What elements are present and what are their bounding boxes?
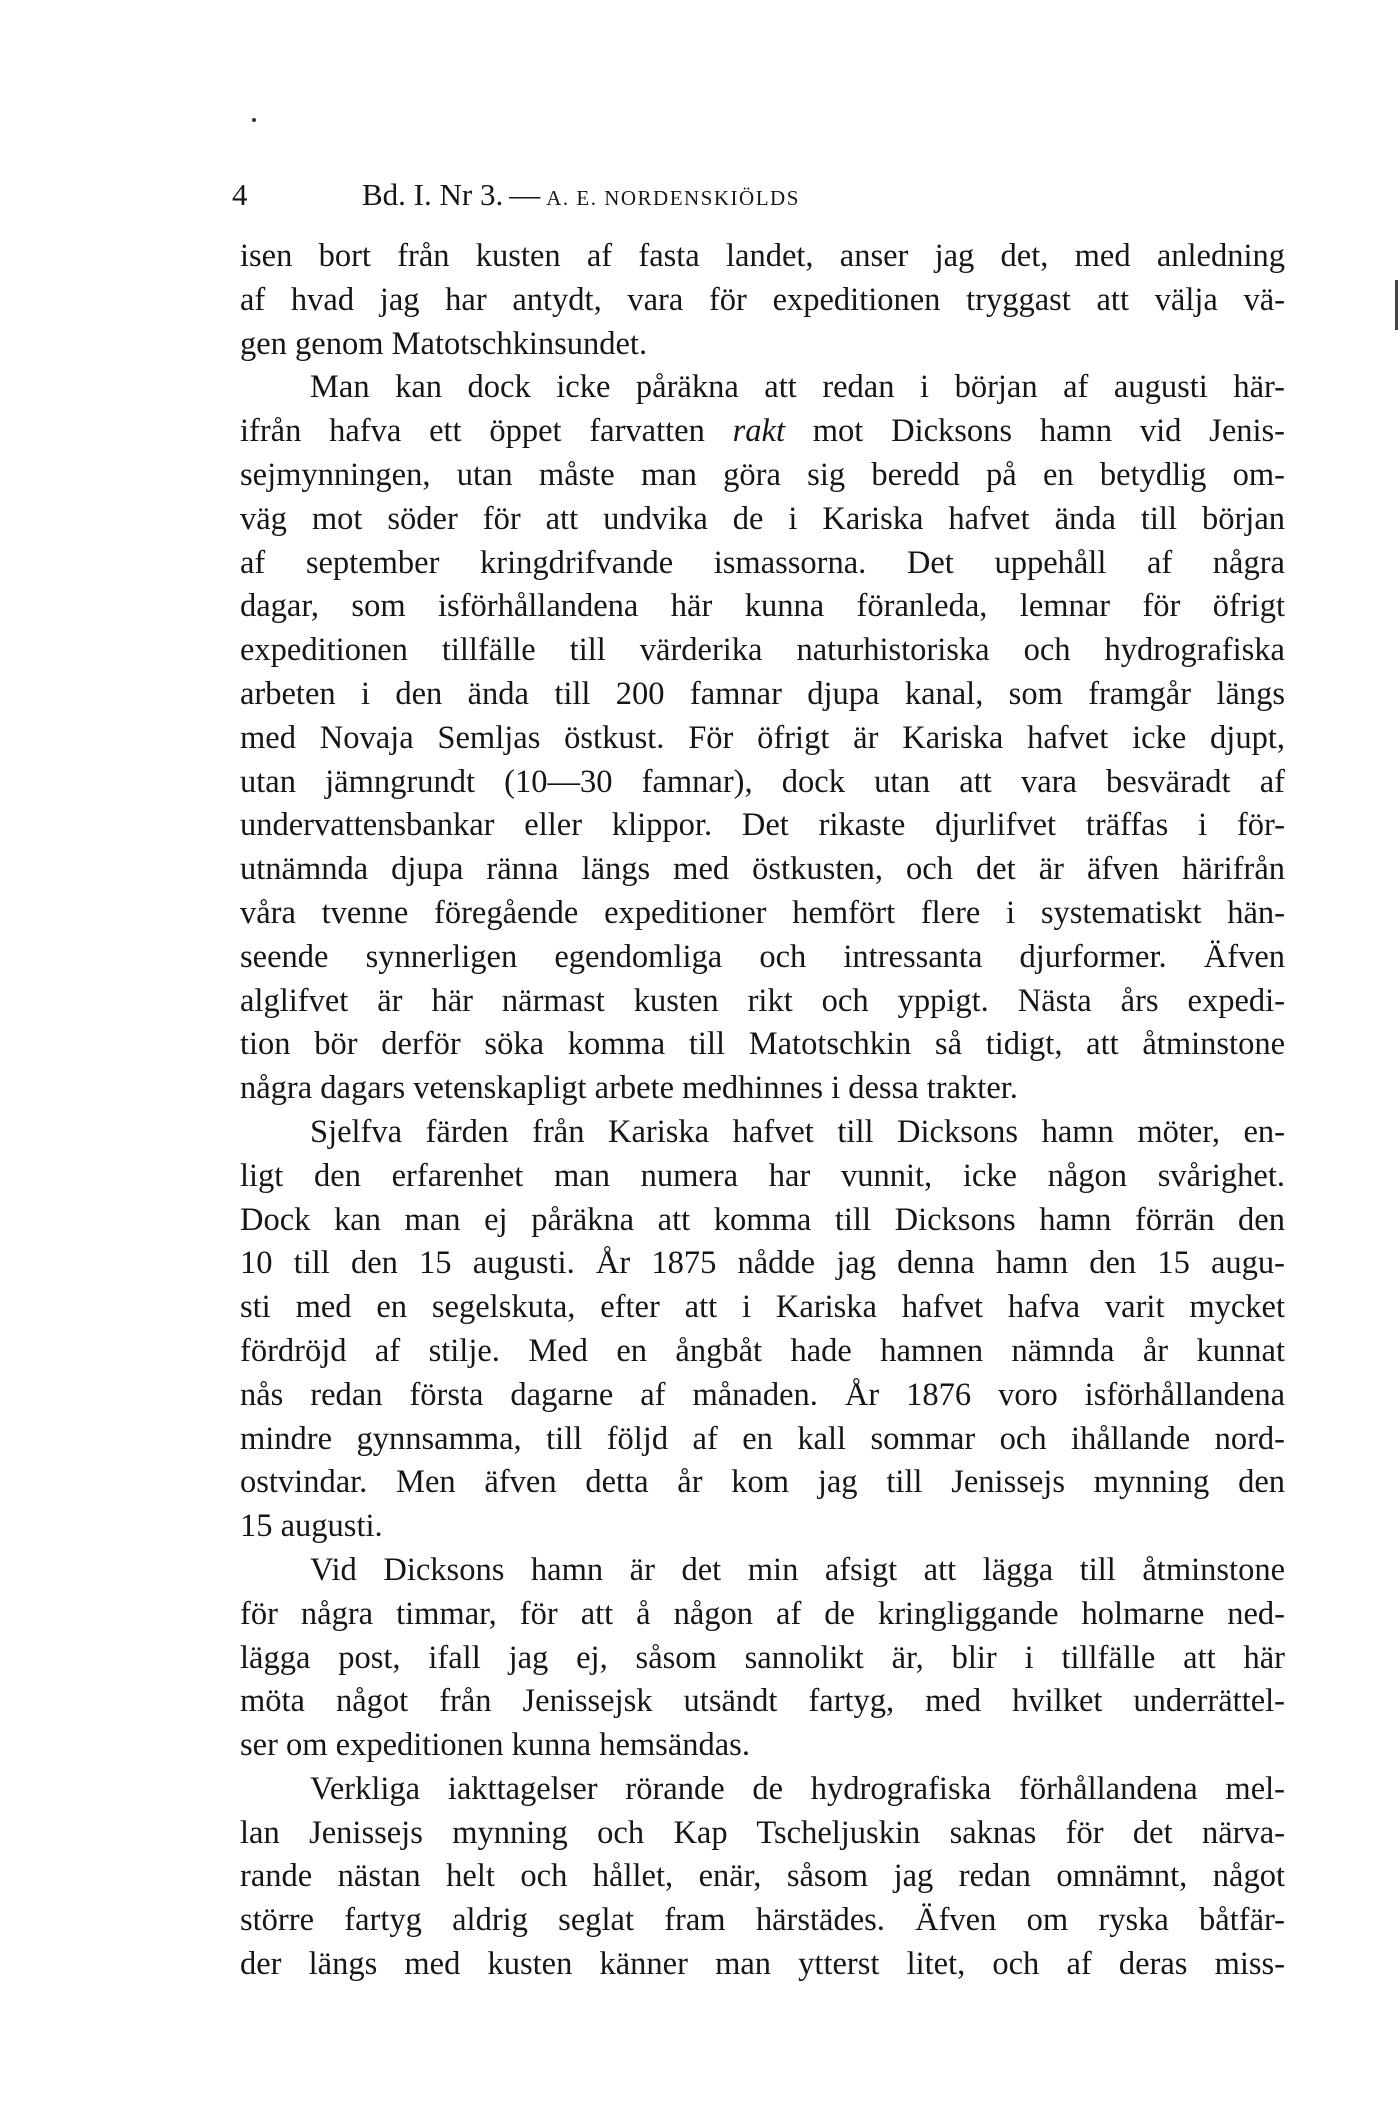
text-line: rande nästan helt och hållet, enär, såsom jag redan omnämnt, något [240, 1858, 1285, 1895]
text-segment: ifrån hafva ett öppet farvatten [240, 413, 733, 450]
print-speck [252, 118, 256, 122]
text-segment: mot Dicksons hamn vid Jenis- [784, 413, 1285, 450]
text-line: möta något från Jenissejsk utsändt fartyg, med hvilket underrättel- [240, 1683, 1285, 1720]
text-line: af september kringdrifvande ismassorna. Det uppehåll af några [240, 544, 1285, 581]
italic-emphasis: rakt [732, 413, 785, 450]
text-line: ser om expeditionen kunna hemsändas. [240, 1727, 750, 1764]
text-line: större fartyg aldrig seglat fram härstädes. Äfven om ryska båtfär- [240, 1902, 1285, 1939]
text-line: alglifvet är här närmast kusten rikt och yppigt. Nästa års expedi- [240, 982, 1285, 1019]
series-reference [362, 170, 800, 223]
text-line: utan jämngrundt (10—30 famnar), dock utan att vara besväradt af [240, 763, 1285, 800]
text-line: ligt den erfarenhet man numera har vunnit, icke någon svårighet. [240, 1157, 1285, 1194]
text-line: sejmynningen, utan måste man göra sig beredd på en betydlig om- [240, 456, 1285, 493]
text-line: Verkliga iakttagelser rörande de hydrografiska förhållandena mel- [310, 1770, 1285, 1807]
text-line: våra tvenne föregående expeditioner hemfört flere i systematiskt hän- [240, 894, 1285, 931]
text-line: sti med en segelskuta, efter att i Kariska hafvet hafva varit mycket [240, 1289, 1285, 1326]
text-line: seende synnerligen egendomliga och intressanta djurformer. Äfven [240, 938, 1285, 975]
text-line: Sjelfva färden från Kariska hafvet till Dicksons hamn möter, en- [310, 1113, 1285, 1150]
text-line: några dagars vetenskapligt arbete medhinnes i dessa trakter. [240, 1070, 1018, 1107]
text-line: utnämnda djupa ränna längs med östkusten, och det är äfven härifrån [240, 851, 1285, 888]
text-line: 15 augusti. [240, 1508, 383, 1545]
text-line: för några timmar, för att å någon af de kringliggande holmarne ned- [240, 1595, 1285, 1632]
text-line: fördröjd af stilje. Med en ångbåt hade hamnen nämnda år kunnat [240, 1332, 1285, 1369]
text-line: der längs med kusten känner man ytterst litet, och af deras miss- [240, 1946, 1285, 1983]
text-line: Dock kan man ej påräkna att komma till Dicksons hamn förrän den [240, 1201, 1285, 1238]
text-line: med Novaja Semljas östkust. För öfrigt är Kariska hafvet icke djupt, [240, 719, 1285, 756]
text-line: lägga post, ifall jag ej, såsom sannolikt är, blir i tillfälle att här [240, 1639, 1285, 1676]
text-line: ostvindar. Men äfven detta år kom jag till Jenissejs mynning den [240, 1464, 1285, 1501]
text-line: 10 till den 15 augusti. År 1875 nådde jag denna hamn den 15 augu- [240, 1245, 1285, 1282]
text-line: af hvad jag har antydt, vara för expeditionen tryggast att välja vä- [240, 281, 1285, 318]
author-name: A. E. NORDENSKIÖLDS [546, 186, 800, 210]
page-number: 4 [232, 177, 248, 212]
text-line: undervattensbankar eller klippor. Det rikaste djurlifvet träffas i för- [240, 807, 1285, 844]
text-line [240, 410, 1285, 454]
text-line: expeditionen tillfälle till värderika naturhistoriska och hydrografiska [240, 632, 1285, 669]
running-head [232, 170, 1292, 220]
text-line: arbeten i den ända till 200 famnar djupa kanal, som framgår längs [240, 675, 1285, 712]
page-edge-mark [1395, 280, 1398, 330]
header-dash: — [509, 177, 541, 212]
text-line: Man kan dock icke påräkna att redan i början af augusti här- [310, 369, 1285, 406]
text-line: Vid Dicksons hamn är det min afsigt att lägga till åtminstone [310, 1551, 1285, 1588]
text-line: nås redan första dagarne af månaden. År 1876 voro isförhållandena [240, 1376, 1285, 1413]
series-volume-number: Bd. I. Nr 3. [362, 177, 504, 212]
text-line: lan Jenissejs mynning och Kap Tscheljuskin saknas för det närva- [240, 1814, 1285, 1851]
text-line: tion bör derför söka komma till Matotschkin så tidigt, att åtminstone [240, 1026, 1285, 1063]
text-line: dagar, som isförhållandena här kunna föranleda, lemnar för öfrigt [240, 588, 1285, 625]
text-line: isen bort från kusten af fasta landet, anser jag det, med anledning [240, 238, 1285, 274]
body-text [240, 235, 1285, 1987]
text-line: väg mot söder för att undvika de i Kariska hafvet ända till början [240, 500, 1285, 537]
text-line: mindre gynnsamma, till följd af en kall sommar och ihållande nord- [240, 1420, 1285, 1457]
text-line: gen genom Matotschkinsundet. [240, 325, 648, 362]
